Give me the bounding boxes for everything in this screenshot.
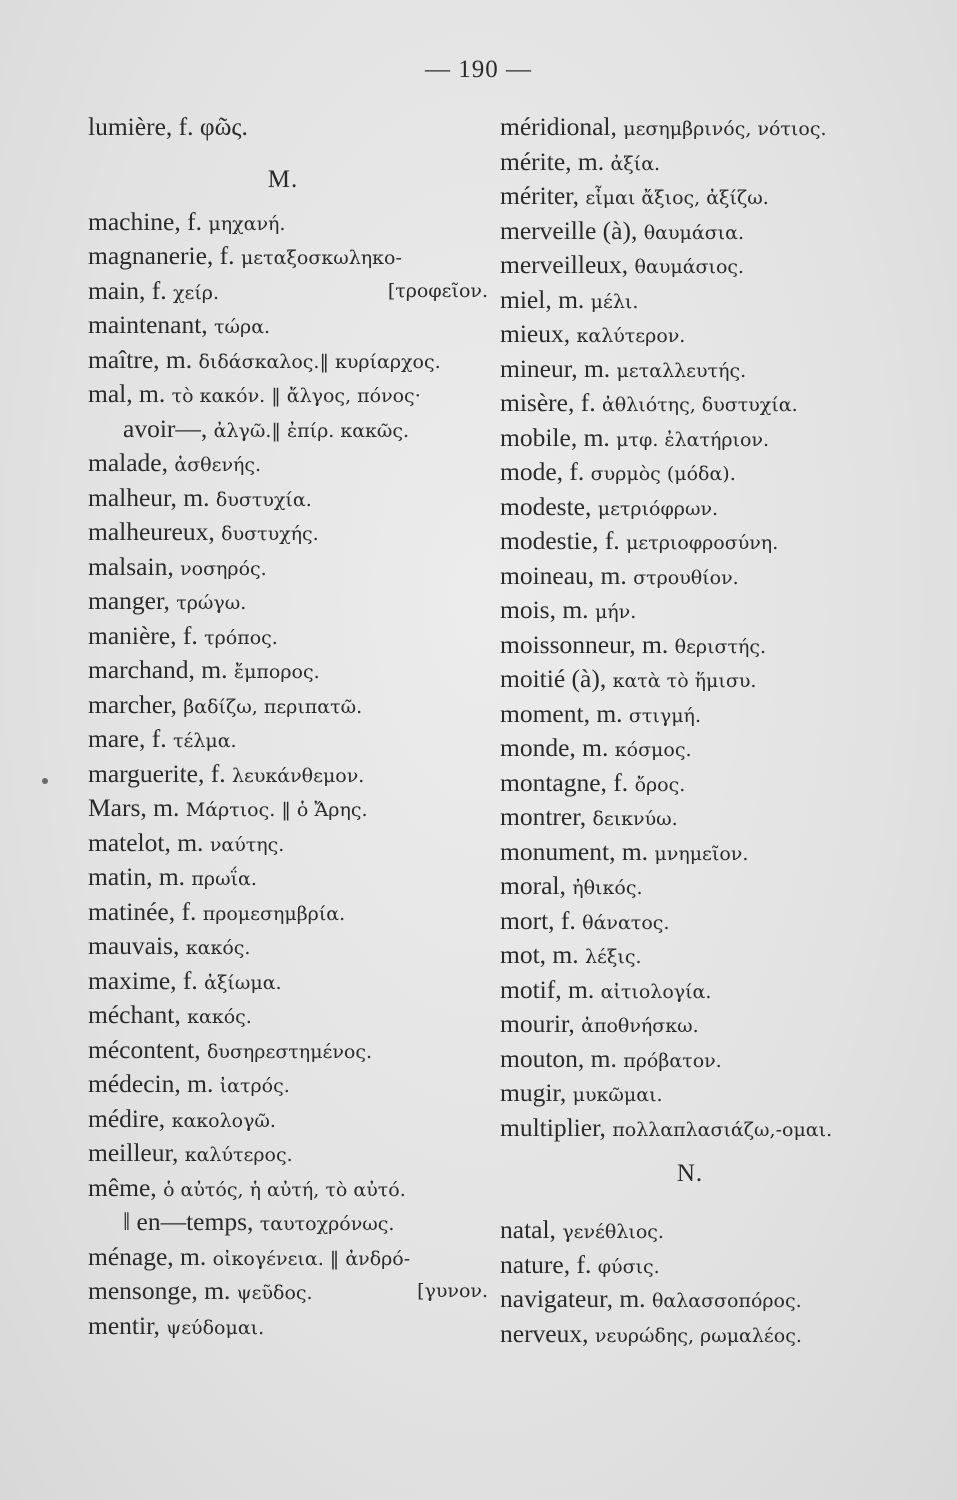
dictionary-entry xyxy=(500,1076,920,1111)
greek-translation: συρμὸς (μόδα). xyxy=(590,463,736,485)
dictionary-entry xyxy=(88,757,488,792)
dictionary-entry xyxy=(500,766,920,801)
greek-translation: θάνατος. xyxy=(582,911,670,934)
dictionary-entry xyxy=(500,248,920,283)
greek-translation: Μάρτιος. ‖ ὁ Ἄρης. xyxy=(185,799,368,821)
greek-translation: λέξις. xyxy=(585,946,642,968)
dictionary-entry xyxy=(500,1282,920,1317)
dictionary-entry xyxy=(500,1317,920,1352)
greek-translation: χείρ. xyxy=(172,281,219,304)
french-term: même, xyxy=(88,1172,164,1202)
greek-translation: στρουθίον. xyxy=(633,566,739,589)
french-term: motif, m. xyxy=(500,974,601,1004)
french-term: mot, m. xyxy=(500,940,586,969)
french-term: machine, f. xyxy=(88,206,209,236)
greek-translation: ὄρος. xyxy=(634,773,686,796)
greek-translation: ψεύδομαι. xyxy=(166,1316,265,1339)
margin-dot xyxy=(42,778,48,784)
dictionary-entry xyxy=(500,110,920,145)
greek-translation: ψεῦδος. xyxy=(236,1282,313,1304)
greek-translation: δυστυχής. xyxy=(221,523,319,545)
dictionary-entry xyxy=(88,1171,488,1206)
dictionary-entry xyxy=(500,835,920,870)
dictionary-entry xyxy=(88,619,488,654)
dictionary-entry xyxy=(88,205,488,240)
dictionary-entry xyxy=(500,455,920,490)
greek-translation: ἀξία. xyxy=(610,152,661,175)
french-term: manger, xyxy=(88,586,177,615)
greek-translation: ἔμπορος. xyxy=(233,661,320,683)
french-term: mérite, m. xyxy=(500,146,611,176)
dictionary-entry xyxy=(500,386,920,421)
french-term: mal, m. xyxy=(88,379,172,408)
french-term: navigateur, m. xyxy=(500,1284,652,1313)
greek-translation: θαυμάσια. xyxy=(643,221,745,244)
dictionary-entry xyxy=(88,308,488,343)
dictionary-entry xyxy=(500,421,920,456)
dictionary-entry xyxy=(500,1007,920,1042)
french-term: manière, f. xyxy=(88,620,205,650)
dictionary-entry xyxy=(88,550,488,585)
french-term: mensonge, m. xyxy=(88,1276,237,1305)
greek-translation: τὸ κακόν. ‖ ἄλγος, πόνος· xyxy=(171,385,421,407)
dictionary-entry xyxy=(500,179,920,214)
french-term: maître, m. xyxy=(88,344,199,374)
greek-translation: κακός. xyxy=(185,937,251,959)
dictionary-entry xyxy=(500,214,920,249)
french-term: avoir—, xyxy=(123,413,214,443)
french-term: moral, xyxy=(500,871,573,900)
dictionary-entry: lumière, f. φῶς. xyxy=(88,112,248,141)
greek-translation: προμεσημβρία. xyxy=(202,902,346,925)
french-term: merveilleux, xyxy=(500,250,635,279)
greek-translation: μετριοφροσύνη. xyxy=(626,532,779,554)
french-term: maintenant, xyxy=(88,310,215,339)
greek-translation: φύσις. xyxy=(597,1255,660,1278)
french-term: multiplier, xyxy=(500,1112,613,1142)
french-term: mare, f. xyxy=(88,724,173,753)
dictionary-entry xyxy=(88,274,488,309)
french-term: méridional, xyxy=(500,112,624,141)
french-term: maxime, f. xyxy=(88,965,205,995)
french-term: malheureux, xyxy=(88,517,222,546)
french-term: matin, m. xyxy=(88,862,192,891)
dictionary-entry xyxy=(500,317,920,352)
french-term: moitié (à), xyxy=(500,664,613,693)
french-term: magnanerie, f. xyxy=(88,241,241,270)
dictionary-entry xyxy=(500,628,920,663)
french-term: malheur, m. xyxy=(88,482,216,512)
greek-translation: θαυμάσιος. xyxy=(634,256,745,278)
greek-translation: ὁ αὐτός, ἡ αὐτή, τὸ αὐτό. xyxy=(163,1178,406,1201)
dictionary-entry xyxy=(500,731,920,766)
french-term: mode, f. xyxy=(500,457,591,486)
french-term: marguerite, f. xyxy=(88,758,232,788)
french-term: modeste, xyxy=(500,491,598,521)
dictionary-entry xyxy=(88,688,488,723)
greek-translation: ἀσθενής. xyxy=(174,454,262,476)
french-term: médecin, m. xyxy=(88,1069,220,1098)
greek-translation: ναύτης. xyxy=(209,833,285,856)
french-term: mériter, xyxy=(500,181,586,210)
dictionary-entry xyxy=(500,904,920,939)
dictionary-entry xyxy=(500,1042,920,1077)
french-term: marchand, m. xyxy=(88,655,234,684)
dictionary-entry xyxy=(500,662,920,697)
greek-translation: ταυτοχρόνως. xyxy=(259,1213,395,1235)
french-term: monument, m. xyxy=(500,836,655,866)
left-entry-list xyxy=(88,205,488,1344)
dictionary-entry xyxy=(88,998,488,1033)
greek-translation: τέλμα. xyxy=(172,730,237,752)
dictionary-entry xyxy=(88,1240,488,1275)
french-term: matelot, m. xyxy=(88,827,210,857)
dictionary-entry xyxy=(88,1067,488,1102)
dictionary-entry xyxy=(88,722,488,757)
left-column xyxy=(88,110,488,1343)
dictionary-entry xyxy=(500,800,920,835)
french-term: nerveux, xyxy=(500,1318,595,1348)
greek-translation: δυσηρεστημένος. xyxy=(206,1040,373,1063)
greek-translation: δεικνύω. xyxy=(592,808,678,830)
french-term: main, f. xyxy=(88,275,173,305)
dictionary-entry xyxy=(88,1033,488,1068)
french-term: modestie, f. xyxy=(500,526,627,555)
greek-translation: μήν. xyxy=(594,601,637,623)
dictionary-entry xyxy=(88,929,488,964)
dictionary-entry xyxy=(88,515,488,550)
dictionary-entry xyxy=(88,584,488,619)
greek-translation: μεσημβρινός, νότιος. xyxy=(623,118,827,140)
greek-translation: θεριστής. xyxy=(674,635,767,658)
french-term: natal, xyxy=(500,1215,563,1244)
french-term: malsain, xyxy=(88,551,181,581)
greek-translation: κακός. xyxy=(187,1006,252,1028)
dictionary-entry xyxy=(88,653,488,688)
french-term: merveille (à), xyxy=(500,215,644,245)
french-term: Mars, m. xyxy=(88,793,186,822)
right-entry-list xyxy=(500,110,920,1145)
dictionary-entry xyxy=(88,1136,488,1171)
greek-translation: πρόβατον. xyxy=(623,1049,722,1072)
greek-translation: τρώγω. xyxy=(176,592,247,614)
french-term: moineau, m. xyxy=(500,560,634,590)
greek-translation: μεταξοσκωληκο- xyxy=(240,247,402,269)
greek-translation: μηχανή. xyxy=(208,212,286,235)
french-term: médire, xyxy=(88,1103,172,1133)
dictionary-entry xyxy=(500,1248,920,1283)
dictionary-entry xyxy=(500,593,920,628)
greek-translation: ἀποθνήσκω. xyxy=(581,1015,699,1037)
dictionary-entry xyxy=(88,1102,488,1137)
greek-translation: θαλασσοπόρος. xyxy=(651,1290,802,1312)
french-term: moissonneur, m. xyxy=(500,629,675,659)
french-term: montagne, f. xyxy=(500,767,635,797)
french-term: méchant, xyxy=(88,1000,188,1029)
french-term: moment, m. xyxy=(500,698,629,728)
greek-translation: ἰατρός. xyxy=(219,1075,290,1097)
greek-translation: αἰτιολογία. xyxy=(600,980,712,1003)
greek-translation: ἀθλιότης, δυστυχία. xyxy=(601,394,798,416)
french-term: malade, xyxy=(88,448,175,477)
dictionary-entry xyxy=(88,1205,488,1240)
dictionary-entry xyxy=(88,239,488,274)
dictionary-entry xyxy=(500,524,920,559)
greek-translation: κακολογῶ. xyxy=(171,1109,276,1132)
greek-translation: νευρώδης, ρωμαλέος. xyxy=(594,1324,802,1347)
dictionary-entry xyxy=(500,938,920,973)
french-term: ‖ en—temps, xyxy=(123,1207,260,1236)
dictionary-entry xyxy=(500,145,920,180)
greek-translation: τώρα. xyxy=(214,316,271,338)
dictionary-entry xyxy=(88,895,488,930)
french-term: meilleur, xyxy=(88,1138,185,1167)
dictionary-entry xyxy=(500,973,920,1008)
dictionary-entry xyxy=(500,1213,920,1248)
letter-heading-n: N. xyxy=(676,1160,704,1187)
greek-translation: ἀξίωμα. xyxy=(204,971,282,994)
dictionary-entry xyxy=(500,283,920,318)
dictionary-entry xyxy=(500,1111,920,1146)
french-term: mentir, xyxy=(88,1310,167,1340)
french-term: mort, f. xyxy=(500,905,583,935)
greek-translation: μετριόφρων. xyxy=(597,497,719,520)
dictionary-entry xyxy=(88,481,488,516)
greek-translation: πολλαπλασιάζω,-ομαι. xyxy=(612,1118,833,1141)
dictionary-entry xyxy=(88,860,488,895)
french-term: mobile, m. xyxy=(500,422,617,452)
dictionary-entry xyxy=(500,697,920,732)
dictionary-entry xyxy=(88,1309,488,1344)
greek-translation: μέλι. xyxy=(590,290,639,313)
french-term: miel, m. xyxy=(500,284,591,314)
greek-translation: τρόπος. xyxy=(204,626,278,649)
french-term: mauvais, xyxy=(88,931,186,960)
greek-translation: καλύτερον. xyxy=(576,325,686,347)
greek-translation: βαδίζω, περιπατῶ. xyxy=(183,695,363,718)
greek-translation: οἰκογένεια. ‖ ἀνδρό- xyxy=(212,1247,411,1270)
greek-translation: εἶμαι ἄξιος, ἀξίζω. xyxy=(585,187,769,209)
greek-translation: μεταλλευτής. xyxy=(616,359,747,382)
dictionary-entry xyxy=(88,791,488,826)
bracket-continuation: [τροφεῖον. xyxy=(387,279,488,302)
greek-translation: νοσηρός. xyxy=(180,557,267,580)
dictionary-entry xyxy=(88,1274,488,1309)
dictionary-entry xyxy=(500,352,920,387)
french-term: mourir, xyxy=(500,1009,582,1038)
french-term: mois, m. xyxy=(500,595,595,624)
french-term: montrer, xyxy=(500,802,593,831)
dictionary-entry xyxy=(500,869,920,904)
page-number: — 190 — xyxy=(425,56,532,83)
dictionary-entry xyxy=(88,446,488,481)
letter-heading-m: M. xyxy=(267,165,299,193)
greek-translation: καλύτερος. xyxy=(184,1144,293,1166)
dictionary-entry xyxy=(500,559,920,594)
greek-translation: μνημεῖον. xyxy=(654,842,749,865)
french-term: mécontent, xyxy=(88,1034,207,1064)
french-term: misère, f. xyxy=(500,388,602,417)
greek-translation: δυστυχία. xyxy=(215,488,312,511)
greek-translation: ἠθικός. xyxy=(572,877,643,899)
greek-translation: λευκάνθεμον. xyxy=(231,764,365,787)
french-term: mouton, m. xyxy=(500,1043,624,1073)
dictionary-entry xyxy=(88,964,488,999)
french-term: matinée, f. xyxy=(88,896,203,926)
french-term: ménage, m. xyxy=(88,1241,213,1271)
greek-translation: ἀλγῶ.‖ ἐπίρ. κακῶς. xyxy=(213,419,410,442)
french-term: mugir, xyxy=(500,1078,573,1107)
greek-translation: κατὰ τὸ ἥμισυ. xyxy=(612,670,757,692)
bracket-continuation: [γυνον. xyxy=(417,1280,488,1302)
dictionary-entry xyxy=(500,490,920,525)
french-term: nature, f. xyxy=(500,1249,598,1279)
greek-translation: διδάσκαλος.‖ κυρίαρχος. xyxy=(198,350,441,373)
dictionary-entry xyxy=(88,826,488,861)
french-term: monde, m. xyxy=(500,733,615,762)
french-term: marcher, xyxy=(88,689,184,719)
greek-translation: μυκῶμαι. xyxy=(572,1084,663,1106)
dictionary-entry xyxy=(88,343,488,378)
greek-translation: στιγμή. xyxy=(628,704,701,727)
french-term: mineur, m. xyxy=(500,353,617,383)
dictionary-entry xyxy=(88,377,488,412)
greek-translation: γενέθλιος. xyxy=(562,1221,664,1243)
greek-translation: μτφ. ἐλατήριον. xyxy=(616,428,770,451)
french-term: mieux, xyxy=(500,319,577,348)
greek-translation: κόσμος. xyxy=(614,739,692,761)
right-entry-list-n xyxy=(500,1213,920,1351)
greek-translation: πρωΐα. xyxy=(191,868,257,890)
dictionary-entry xyxy=(88,412,488,447)
right-column xyxy=(500,110,920,1351)
